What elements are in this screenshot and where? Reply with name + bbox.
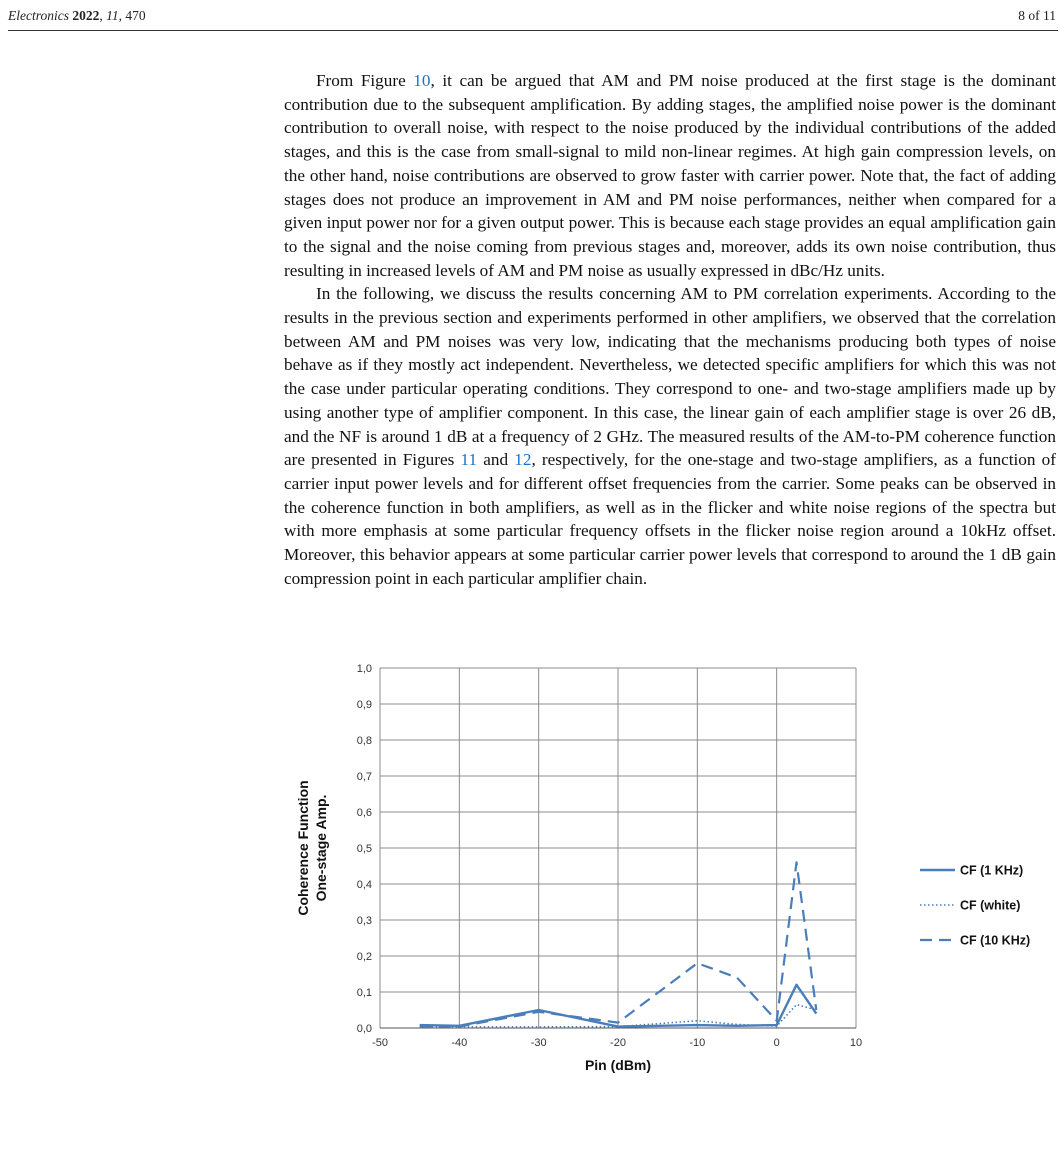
y-axis-label [295, 780, 329, 915]
journal-citation: Electronics 2022, 11, 470 [8, 8, 146, 23]
chart-legend [920, 864, 1030, 948]
y-tick-label: 0,0 [356, 1023, 372, 1035]
page-number: 8 of 11 [1018, 8, 1056, 23]
x-tick-label: 10 [849, 1037, 863, 1049]
header-rule [8, 30, 1058, 31]
y-axis-label-line: One-stage Amp. [313, 794, 329, 902]
y-axis-label-line: Coherence Function [295, 780, 311, 916]
paragraph [284, 69, 1056, 282]
paragraph-text: , it can be argued that AM and PM noise produced at the first stage is the dominant contribution due to the subsequent amplification. By adding stages, the amplified noise power is the dominant contribution to overall noise, with respect to the noise produced by the individual contributions of the added stages, and this is the case from small-signal to mild non-linear regimes. At high gain compression levels, on the other hand, noise contributions are observed to grow faster with carrier power. Note that, the fact of adding stages does not produce an improvement in AM and PM noise performances, neither when compared for a given input power nor for a given output power. This is because each stage provides an equal amplification gain to the signal and the noise coming from previous stages and, moreover, adds its own noise contribution, thus resulting in increased levels of AM and PM noise as usually expressed in dBc/Hz units. [284, 71, 1056, 280]
x-tick-label: -50 [372, 1037, 388, 1049]
paragraph [284, 282, 1056, 590]
legend-label: CF (10 KHz) [960, 933, 1031, 948]
paragraph-text: In the following, we discuss the results concerning AM to PM correlation experiments. According to the results in the previous section and experiments performed in other amplifiers, we observed that the correlation between AM and PM noises was very low, indicating that the mechanisms producing both types of noise behave as if they mostly act independent. Nevertheless, we detected specific amplifiers for which this was not the case under particular operating conditions. They correspond to one- and two-stage amplifiers made up by using another type of amplifier component. In this case, the linear gain of each amplifier stage is over 26 dB, and the NF is around 1 dB at a frequency of 2 GHz. The measured results of the AM-to-PM coherence function are presented in Figures [284, 284, 1056, 470]
journal-name: Electronics [8, 8, 69, 23]
y-tick-label: 0,6 [356, 807, 372, 819]
journal-volume: 11 [106, 8, 119, 23]
chart-grid [380, 668, 856, 1028]
figure-reference-link[interactable]: 11 [460, 450, 478, 470]
journal-year: 2022 [72, 8, 100, 23]
y-tick-label: 0,7 [356, 771, 372, 783]
paragraph-text: and [477, 450, 515, 470]
y-tick-label: 0,1 [356, 987, 372, 999]
x-tick-label: -30 [530, 1037, 547, 1049]
figure-reference-link[interactable]: 12 [514, 450, 532, 470]
coherence-chart [270, 652, 1050, 1092]
y-tick-label: 0,5 [356, 843, 372, 855]
y-tick-label: 0,2 [356, 951, 372, 963]
y-tick-label: 0,9 [356, 699, 372, 711]
paragraph-text: , respectively, for the one-stage and two-stage amplifiers, as a function of carrier input power levels and for different offset frequencies from the carrier. Some peaks can be observed in the coherence function in both amplifiers, as well as in the flicker and white noise regions of the spectra but with more emphasis at some particular frequency offsets in the flicker noise region around a 10kHz offset. Moreover, this behavior appears at some particular carrier power levels that correspond to around the 1 dB gain compression point in each particular amplifier chain. [284, 450, 1056, 588]
x-tick-label: -20 [610, 1037, 626, 1049]
page-header [8, 6, 1058, 28]
y-tick-label: 0,3 [356, 915, 372, 927]
figure-reference-link[interactable]: 10 [413, 71, 431, 90]
y-tick-label: 0,8 [356, 735, 372, 747]
x-tick-label: 0 [773, 1037, 780, 1049]
y-tick-label: 0,4 [356, 879, 372, 891]
article-number: 470 [125, 8, 146, 23]
x-tick-label: -40 [451, 1037, 468, 1049]
x-axis-label: Pin (dBm) [584, 1057, 652, 1073]
paragraph-text: From Figure [316, 71, 414, 90]
y-tick-label: 1,0 [356, 663, 372, 675]
body-text [284, 69, 1056, 590]
chart-axes [357, 663, 862, 1049]
legend-label: CF (1 KHz) [960, 863, 1024, 878]
legend-label: CF (white) [960, 898, 1021, 913]
x-tick-label: -10 [689, 1037, 706, 1049]
